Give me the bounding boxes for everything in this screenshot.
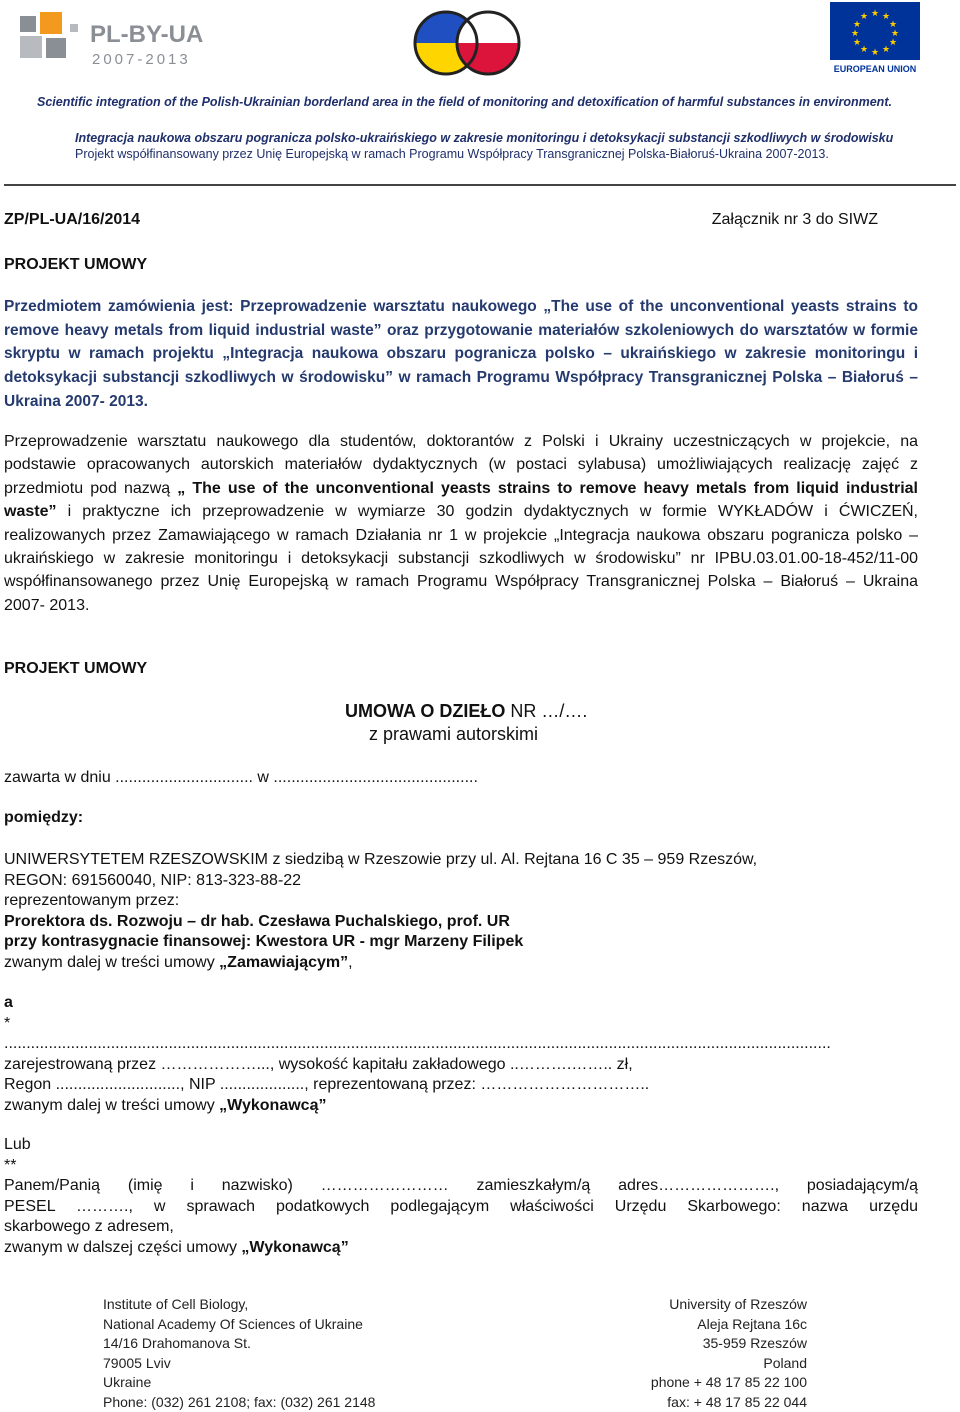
contract-title-bold: UMOWA O DZIEŁO: [345, 701, 506, 721]
footer-right-line: 35-959 Rzeszów: [702, 1335, 807, 1351]
contractor-alias-name: „Wykonawcą”: [219, 1096, 327, 1114]
employer-alias-comma: ,: [348, 953, 353, 971]
heading-projekt-umowy-2: PROJEKT UMOWY: [4, 660, 148, 677]
svg-text:★: ★: [870, 48, 880, 58]
footer-left-address: [103, 1295, 375, 1412]
party-contractor-person: [4, 1135, 918, 1258]
pl-by-ua-logo: [20, 12, 220, 70]
contract-subtitle: z prawami autorskimi: [369, 724, 539, 744]
annex-label: Załącznik nr 3 do SIWZ: [711, 211, 878, 228]
contractor-alias-text: zwanym dalej w treści umowy: [4, 1096, 220, 1114]
party-contractor-company: [4, 993, 918, 1116]
contractor-alias: [4, 1096, 918, 1117]
employer-alias: [4, 953, 918, 974]
ukraine-poland-rings-logo: [408, 6, 526, 80]
footer-right-line: fax: + 48 17 85 22 044: [667, 1393, 807, 1410]
footnote-star: *: [4, 1014, 11, 1032]
footer-left-line: Institute of Cell Biology,: [103, 1296, 249, 1312]
employer-alias-text: zwanym dalej w treści umowy: [4, 953, 220, 971]
person-alias: [4, 1238, 918, 1259]
countersignature: przy kontrasygnacie finansowej: Kwestora UR - mgr Marzeny Filipek: [4, 933, 524, 950]
contract-number: NR …/….: [505, 701, 588, 721]
description-part-c: i praktyczne ich przeprowadzenie w wymiarze 30 godzin dydaktycznych w formie WYKŁADÓW i ĆWICZEŃ, realizowanych przez Zamawiającego w ramach Działania nr 1 w projekcie „Integracja naukowa obszaru pogranicza polsko – ukraińskiego w zakresie monitoringu i detoksykacji substancji szkodliwych w środowisku” nr IPBU.03.01.00-18-452/11-00 współfinansowanego przez Unię Europejską w ramach Programu Współpracy Transgranicznej Polska – Białoruś – Ukraina 2007- 2013.: [4, 503, 918, 614]
footer-left-line: Ukraine: [103, 1374, 152, 1390]
concluded-line: zawarta w dniu ............................... w ..............................................: [4, 769, 478, 786]
contract-title: [345, 701, 587, 722]
footer-left-line: 79005 Lviv: [103, 1354, 171, 1371]
subject-paragraph: Przedmiotem zamówienia jest: Przeprowadzenie warsztatu naukowego „The use of the unconventional yeasts strains to remove heavy metals from liquid industrial waste” oraz przygotowanie materiałów szkoleniowych do warsztatów w formie skryptu w ramach projektu „Integracja naukowa obszaru pogranicza polsko – ukraińskiego w zakresie monitoringu i detoksykacji substancji szkodliwych w środowisku” w ramach Programu Współpracy Transgranicznej Polska – Białoruś – Ukraina 2007- 2013.: [4, 298, 918, 410]
party-employer: [4, 850, 918, 973]
header-english-title: Scientific integration of the Polish-Ukrainian borderland area in the field of monitoring and detoxification of harmful substances in environment.: [37, 95, 892, 109]
eu-label: EUROPEAN UNION: [833, 64, 917, 74]
logo-text: PL-BY-UA: [90, 21, 204, 48]
footnote-stars: **: [4, 1156, 17, 1174]
footer-right-line: phone + 48 17 85 22 100: [650, 1374, 807, 1390]
logo-years: 2007-2013: [92, 51, 191, 68]
fill-dots: ..........................................................................................................................................................................................: [4, 1035, 831, 1052]
representative: Prorektora ds. Rozwoju – dr hab. Czesława Puchalskiego, prof. UR: [4, 912, 510, 930]
or-label: Lub: [4, 1136, 31, 1153]
and-label: a: [4, 994, 13, 1011]
footer-right-line: University of Rzeszów: [669, 1296, 807, 1312]
heading-projekt-umowy: PROJEKT UMOWY: [4, 256, 148, 273]
description-paragraph: [4, 430, 918, 617]
tax-office-line: skarbowego z adresem,: [4, 1218, 174, 1235]
svg-text:★: ★: [881, 45, 891, 55]
svg-text:★: ★: [852, 20, 862, 30]
person-name-line: Panem/Panią (imię i nazwisko) …………………… zamieszkałym/ą adres…………………., posiadającym/ą: [4, 1177, 918, 1194]
footer-left-line: National Academy Of Sciences of Ukraine: [103, 1315, 363, 1332]
description-course-title: „ The use of the unconventional yeasts strains to remove heavy metals from liquid industrial waste”: [4, 479, 918, 521]
footer-left-line: Phone: (032) 261 2108; fax: (032) 261 2148: [103, 1393, 376, 1410]
eu-flag-logo: [830, 2, 920, 74]
footer-right-address: [651, 1295, 807, 1412]
header-cofinancing-note: Projekt współfinansowany przez Unię Europejską w ramach Programu Współpracy Transgranicznej Polska-Białoruś-Ukraina 2007-2013.: [75, 147, 829, 161]
header-polish-title: Integracja naukowa obszaru pogranicza polsko-ukraińskiego w zakresie monitoringu i detoksykacji substancji szkodliwych w środowisku: [75, 131, 894, 145]
employer-ids: REGON: 691560040, NIP: 813-323-88-22: [4, 871, 302, 889]
person-pesel-line: PESEL ………., w sprawach podatkowych podlegającym właściwości Urzędu Skarbowego: nazwa urzędu: [4, 1197, 918, 1215]
footer-right-line: Poland: [763, 1354, 807, 1371]
svg-text:★: ★: [859, 45, 869, 55]
employer-address: UNIWERSYTETEM RZESZOWSKIM z siedzibą w Rzeszowie przy ul. Al. Rejtana 16 C 35 – 959 Rzeszów,: [4, 851, 758, 868]
svg-text:★: ★: [881, 12, 891, 22]
svg-text:★: ★: [870, 9, 880, 19]
header-divider: [4, 184, 956, 186]
person-alias-text: zwanym w dalszej części umowy: [4, 1238, 242, 1256]
employer-alias-name: „Zamawiającym”: [219, 953, 349, 971]
person-alias-name: „Wykonawcą”: [241, 1238, 349, 1256]
svg-text:★: ★: [850, 29, 860, 39]
description-part-a: Przeprowadzenie warsztatu naukowego dla studentów, doktorantów z Polski i Ukrainy uczestniczących w projekcie, na podstawie opracowanych autorskich materiałów dydaktycznych (w postaci sylabusa) umożliwiających realizację zajęć z przedmiotu pod nazwą: [4, 433, 918, 497]
company-registration: zarejestrowaną przez ………………..., wysokość kapitału zakładowego ..……….…….. zł,: [4, 1055, 633, 1073]
svg-text:★: ★: [859, 12, 869, 22]
svg-text:★: ★: [890, 29, 900, 39]
between-label: pomiędzy:: [4, 809, 84, 826]
svg-text:★: ★: [888, 38, 898, 48]
company-ids: Regon ............................, NIP ..................., reprezentowaną przez: …………………………..: [4, 1076, 650, 1093]
represented-by-label: reprezentowanym przez:: [4, 892, 180, 909]
reference-number: ZP/PL-UA/16/2014: [4, 211, 141, 228]
footer-left-line: 14/16 Drahomanova St.: [103, 1335, 251, 1351]
svg-text:★: ★: [852, 38, 862, 48]
svg-text:★: ★: [888, 20, 898, 30]
footer-right-line: Aleja Rejtana 16c: [697, 1315, 807, 1332]
